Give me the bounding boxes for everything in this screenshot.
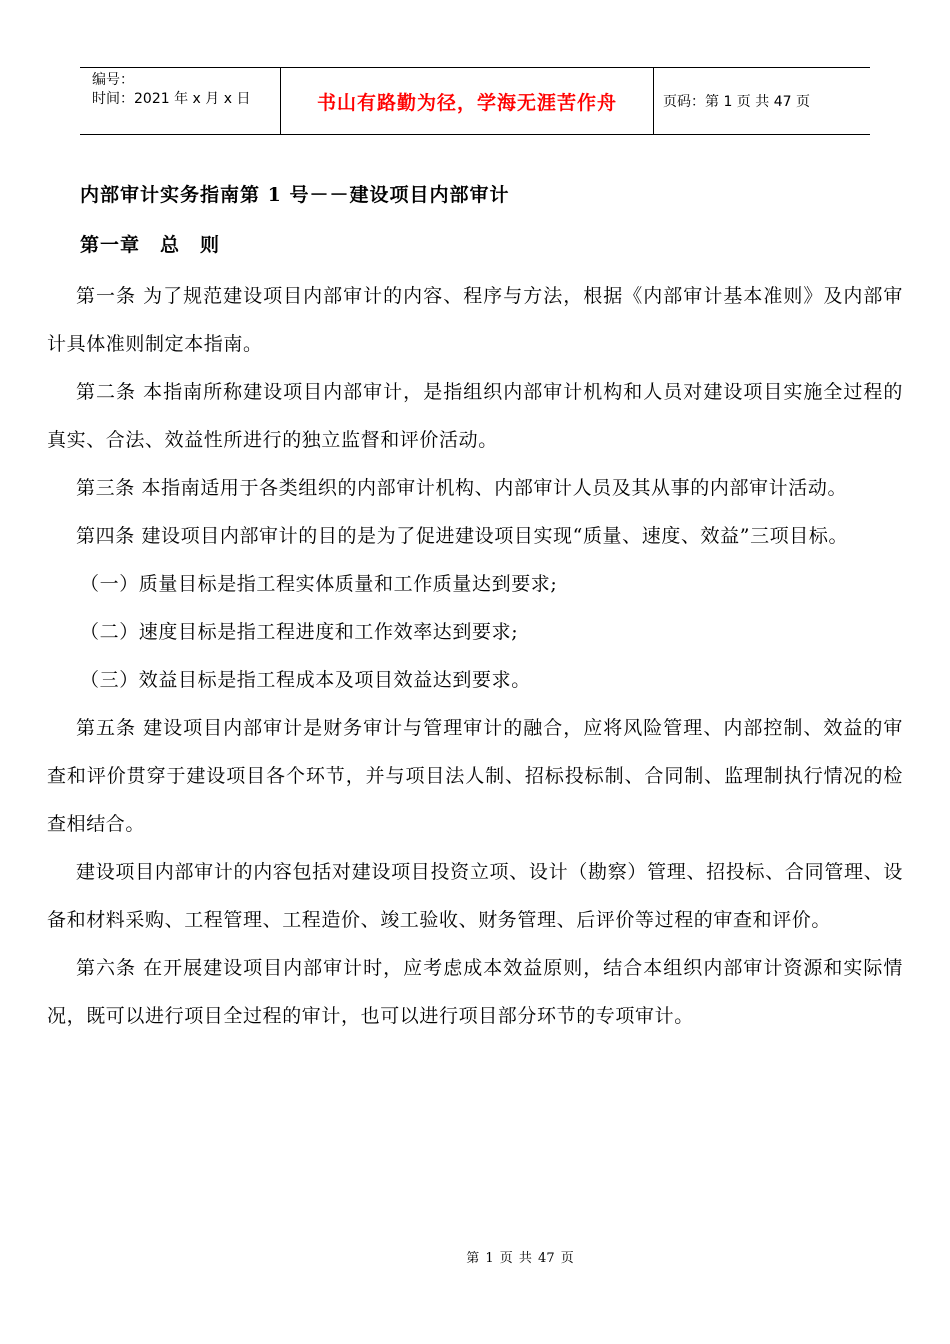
paragraph-article-5: 第五条 建设项目内部审计是财务审计与管理审计的融合，应将风险管理、内部控制、效益的审查和评价贯穿于建设项目各个环节，并与项目法人制、招标投标制、合同制、监理制执行情况的检查相结合。 (47, 717, 903, 835)
document-body (47, 272, 903, 1040)
list-item-quality: （一）质量目标是指工程实体质量和工作质量达到要求; (80, 573, 558, 595)
paragraph-article-3: 第三条 本指南适用于各类组织的内部审计机构、内部审计人员及其从事的内部审计活动。 (76, 477, 848, 499)
paragraph-article-2: 第二条 本指南所称建设项目内部审计，是指组织内部审计机构和人员对建设项目实施全过程的真实、合法、效益性所进行的独立监督和评价活动。 (47, 381, 903, 451)
header-page-info: 页码：第 1 页 共 47 页 (663, 94, 810, 110)
date-label: 时间：2021 年 x 月 x 日 (92, 91, 251, 107)
header-motto: 书山有路勤为径，学海无涯苦作舟 (281, 68, 654, 134)
paragraph-article-1: 第一条 为了规范建设项目内部审计的内容、程序与方法，根据《内部审计基本准则》及内部审计具体准则制定本指南。 (47, 285, 903, 355)
document-title: 内部审计实务指南第 1 号－－建设项目内部审计 (80, 184, 510, 206)
header-meta (80, 68, 281, 134)
paragraph-audit-content: 建设项目内部审计的内容包括对建设项目投资立项、设计（勘察）管理、招投标、合同管理、设备和材料采购、工程管理、工程造价、竣工验收、财务管理、后评价等过程的审查和评价。 (47, 861, 903, 931)
chapter-title: 第一章 总 则 (80, 234, 221, 256)
number-label: 编号： (92, 72, 134, 88)
paragraph-article-6: 第六条 在开展建设项目内部审计时，应考虑成本效益原则，结合本组织内部审计资源和实际情况，既可以进行项目全过程的审计，也可以进行项目部分环节的专项审计。 (47, 957, 903, 1027)
page-header (80, 67, 870, 135)
paragraph-article-4: 第四条 建设项目内部审计的目的是为了促进建设项目实现“质量、速度、效益”三项目标。 (76, 525, 849, 547)
list-item-speed: （二）速度目标是指工程进度和工作效率达到要求; (80, 621, 519, 643)
page-footer: 第 1 页 共 47 页 (466, 1251, 574, 1266)
list-item-benefit: （三）效益目标是指工程成本及项目效益达到要求。 (80, 669, 531, 691)
